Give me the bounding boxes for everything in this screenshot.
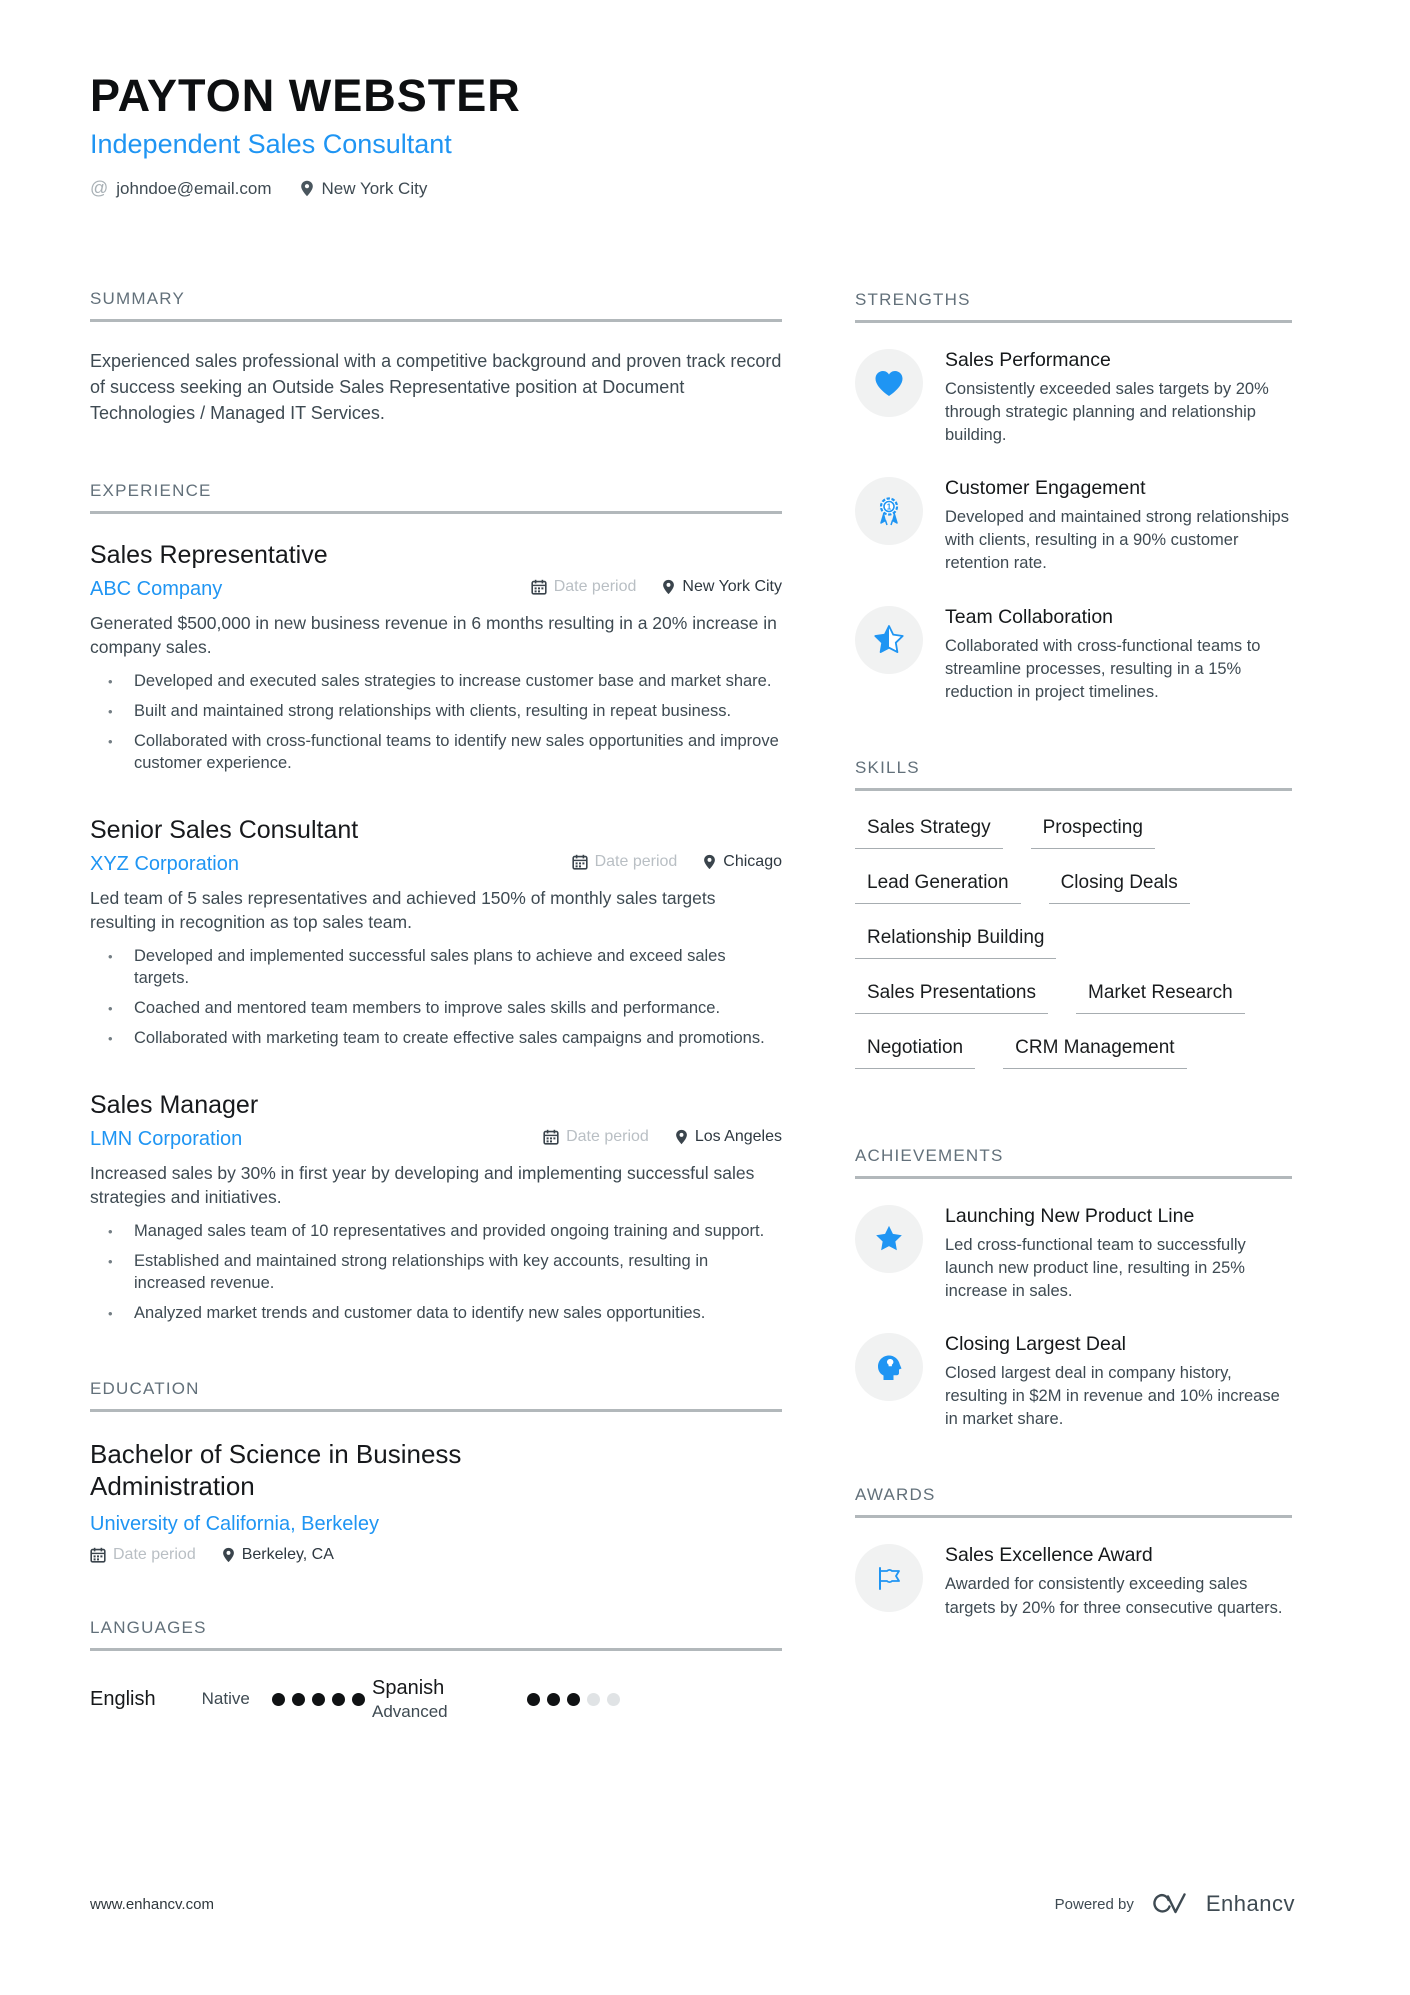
job-title: Senior Sales Consultant <box>90 815 359 844</box>
job-location: Los Angeles <box>675 1128 782 1146</box>
achievement-title: Closing Largest Deal <box>945 1333 1127 1356</box>
job-title: Sales Representative <box>90 540 328 569</box>
achievements-section <box>855 1146 1292 1432</box>
languages-section <box>90 1618 782 1722</box>
calendar-icon <box>90 1547 106 1563</box>
awards-heading: AWARDS <box>855 1485 1292 1518</box>
language-item <box>90 1677 372 1722</box>
powered-by-label: Powered by <box>1054 1895 1134 1913</box>
strength-item <box>855 606 1292 704</box>
candidate-name: PAYTON WEBSTER <box>90 70 521 121</box>
skill-tag: Lead Generation <box>855 872 1021 904</box>
skills-heading: SKILLS <box>855 758 1292 791</box>
strength-desc: Collaborated with cross-functional teams to streamline processes, resulting in a 15% reduction in project timelines. <box>945 636 1261 701</box>
job-bullets <box>90 670 782 775</box>
language-rating <box>527 1693 620 1706</box>
degree-title: Bachelor of Science in Business Administration <box>90 1438 462 1502</box>
calendar-icon <box>572 854 588 870</box>
calendar-icon <box>543 1129 559 1145</box>
flag-icon <box>855 1544 923 1612</box>
location-pin-icon <box>675 1129 688 1145</box>
award-title: Sales Excellence Award <box>945 1544 1153 1567</box>
experience-heading: EXPERIENCE <box>90 481 782 514</box>
job-bullet: • Collaborated with cross-functional teams to identify new sales opportunities and improve customer experience. <box>90 730 782 775</box>
job-entry <box>90 540 782 775</box>
job-summary: Generated $500,000 in new business revenue in 6 months resulting in a 20% increase in company sales. <box>90 612 777 658</box>
job-bullet: • Developed and executed sales strategies to increase customer base and market share. <box>90 670 782 692</box>
experience-section <box>90 481 782 1325</box>
job-company: ABC Company <box>90 577 223 600</box>
heart-icon <box>855 349 923 417</box>
job-bullets <box>90 945 782 1050</box>
strength-title: Customer Engagement <box>945 477 1146 500</box>
job-bullet: • Built and maintained strong relationships with clients, resulting in repeat business. <box>90 700 782 722</box>
enhancv-logo-icon[interactable] <box>1148 1891 1192 1917</box>
education-location: Berkeley, CA <box>222 1546 334 1564</box>
skill-tag: Negotiation <box>855 1037 975 1069</box>
summary-heading: SUMMARY <box>90 289 782 322</box>
job-entry <box>90 1090 782 1325</box>
achievement-desc: Led cross-functional team to successfully launch new product line, resulting in 25% increase in sales. <box>945 1235 1246 1301</box>
achievement-item <box>855 1333 1292 1431</box>
strength-title: Sales Performance <box>945 349 1111 371</box>
job-bullet: • Established and maintained strong relationships with key accounts, resulting in increased revenue. <box>90 1250 782 1295</box>
job-date: Date period <box>572 853 678 871</box>
award-desc: Awarded for consistently exceeding sales targets by 20% for three consecutive quarters. <box>945 1575 1283 1617</box>
job-company: LMN Corporation <box>90 1127 243 1150</box>
language-name: Spanish <box>372 1676 445 1699</box>
language-level: Advanced <box>372 1701 448 1721</box>
email-item[interactable] <box>90 178 272 199</box>
calendar-icon <box>531 579 547 595</box>
location-pin-icon <box>300 180 314 197</box>
job-location: Chicago <box>703 853 782 871</box>
strengths-heading: STRENGTHS <box>855 290 1292 323</box>
footer-website-link[interactable]: www.enhancv.com <box>90 1895 214 1913</box>
skill-tag: Sales Presentations <box>855 982 1048 1014</box>
star-icon <box>855 1205 923 1273</box>
location-pin-icon <box>662 579 675 595</box>
strengths-section <box>855 290 1292 704</box>
summary-section <box>90 289 782 426</box>
svg-text:1: 1 <box>886 502 892 512</box>
left-column <box>90 0 782 1722</box>
location-pin-icon <box>222 1547 235 1563</box>
brand-name[interactable]: Enhancv <box>1205 1891 1295 1916</box>
language-rating <box>272 1693 365 1706</box>
job-bullet: • Managed sales team of 10 representatives and provided ongoing training and support. <box>90 1220 782 1242</box>
strength-item <box>855 349 1292 447</box>
job-summary: Led team of 5 sales representatives and achieved 150% of monthly sales targets resulting in recognition as top sales team. <box>90 887 716 933</box>
award-item <box>855 1544 1292 1619</box>
education-section <box>90 1379 782 1564</box>
job-date: Date period <box>543 1128 649 1146</box>
achievement-item <box>855 1205 1292 1303</box>
strength-desc: Consistently exceeded sales targets by 20% through strategic planning and relationship building. <box>945 380 1269 445</box>
strength-item <box>855 477 1292 575</box>
achievements-heading: ACHIEVEMENTS <box>855 1146 1292 1179</box>
job-company: XYZ Corporation <box>90 852 239 875</box>
achievement-desc: Closed largest deal in company history, resulting in $2M in revenue and 10% increase in market share. <box>945 1364 1280 1429</box>
job-bullet: • Analyzed market trends and customer data to identify new sales opportunities. <box>90 1302 782 1324</box>
page-footer <box>90 1891 1295 1917</box>
job-date: Date period <box>531 578 637 596</box>
school-name: University of California, Berkeley <box>90 1512 379 1535</box>
job-entry <box>90 815 782 1050</box>
job-location: New York City <box>662 578 782 596</box>
achievement-title: Launching New Product Line <box>945 1204 1195 1227</box>
half-star-icon <box>855 606 923 674</box>
skill-tag: Relationship Building <box>855 927 1056 959</box>
right-column <box>855 0 1292 1620</box>
skill-tag: Prospecting <box>1031 817 1155 849</box>
email-icon: @ <box>90 178 109 199</box>
job-bullets <box>90 1220 782 1325</box>
strength-title: Team Collaboration <box>945 605 1114 628</box>
skill-tag: Closing Deals <box>1049 872 1190 904</box>
job-bullet: • Collaborated with marketing team to create effective sales campaigns and promotions. <box>90 1027 782 1049</box>
language-level: Native <box>201 1689 250 1709</box>
contact-row <box>90 178 782 199</box>
email-text: johndoe@email.com <box>116 178 272 198</box>
skills-section <box>855 758 1292 1092</box>
location-text: New York City <box>321 178 428 198</box>
job-summary: Increased sales by 30% in first year by developing and implementing successful sales strategies and initiatives. <box>90 1162 755 1208</box>
language-item <box>372 1677 620 1722</box>
job-bullet: • Coached and mentored team members to improve sales skills and performance. <box>90 997 782 1019</box>
location-pin-icon <box>703 854 716 870</box>
language-name: English <box>90 1687 156 1710</box>
job-bullet: • Developed and implemented successful sales plans to achieve and exceed sales targets. <box>90 945 782 990</box>
languages-heading: LANGUAGES <box>90 1618 782 1651</box>
education-heading: EDUCATION <box>90 1379 782 1412</box>
summary-text: Experienced sales professional with a competitive background and proven track record of success seeking an Outside Sales Representative position at Document Technologies / Managed IT Services. <box>90 351 782 424</box>
medal-icon <box>855 477 923 545</box>
strength-desc: Developed and maintained strong relationships with clients, resulting in a 90% customer retention rate. <box>945 508 1289 573</box>
job-title: Sales Manager <box>90 1090 259 1119</box>
skill-tag: Sales Strategy <box>855 817 1003 849</box>
awards-section <box>855 1485 1292 1619</box>
candidate-title: Independent Sales Consultant <box>90 129 452 160</box>
skill-tag: Market Research <box>1076 982 1245 1014</box>
skill-tag: CRM Management <box>1003 1037 1186 1069</box>
education-date: Date period <box>90 1546 196 1564</box>
head-icon <box>855 1333 923 1401</box>
resume-header <box>90 0 782 199</box>
location-item <box>300 179 428 199</box>
